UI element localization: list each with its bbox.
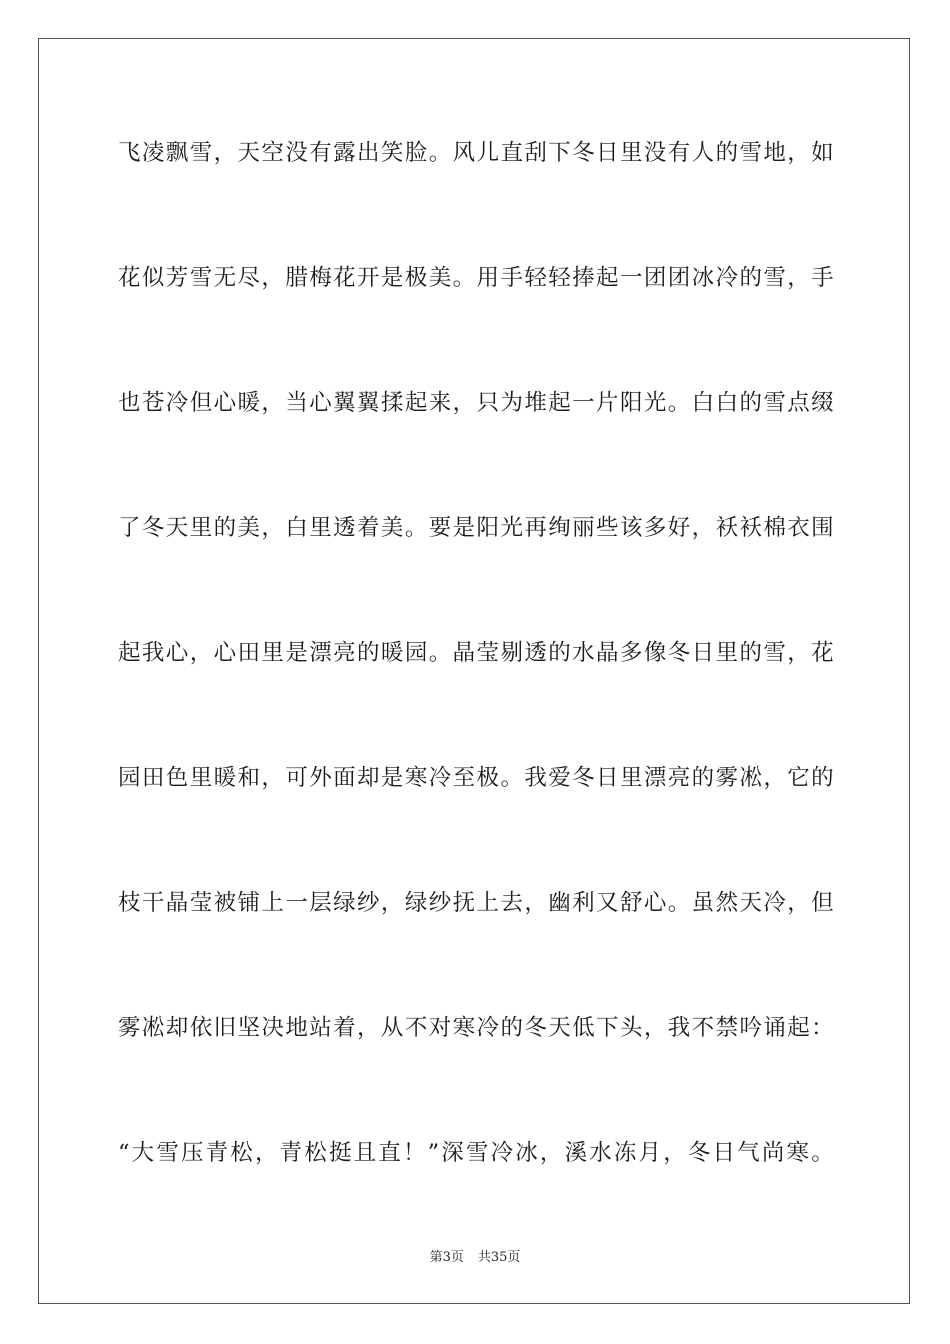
text-line: “大雪压青松，青松挺且直！”深雪冷冰，溪水冻月，冬日气尚寒。 — [118, 1140, 834, 1166]
text-line: 也苍冷但心暖，当心翼翼揉起来，只为堆起一片阳光。白白的雪点缀 — [118, 390, 834, 416]
document-body — [118, 128, 834, 1253]
text-line: 起我心，心田里是漂亮的暖园。晶莹剔透的水晶多像冬日里的雪，花 — [118, 640, 834, 666]
text-line: 花似芳雪无尽，腊梅花开是极美。用手轻轻捧起一团团冰冷的雪，手 — [118, 265, 834, 291]
page-total: 共35页 — [477, 1250, 521, 1265]
text-line: 雾凇却依旧坚决地站着，从不对寒冷的冬天低下头，我不禁吟诵起： — [118, 1015, 834, 1041]
page-number: 第3页 — [429, 1250, 464, 1265]
text-line: 飞凌飘雪，天空没有露出笑脸。风儿直刮下冬日里没有人的雪地，如 — [118, 140, 834, 166]
text-line: 园田色里暖和，可外面却是寒冷至极。我爱冬日里漂亮的雾凇，它的 — [118, 765, 834, 791]
page-footer — [0, 1246, 950, 1265]
text-line: 枝干晶莹被铺上一层绿纱，绿纱抚上去，幽利又舒心。虽然天冷，但 — [118, 890, 834, 916]
text-line: 了冬天里的美，白里透着美。要是阳光再绚丽些该多好，袄袄棉衣围 — [118, 515, 834, 541]
